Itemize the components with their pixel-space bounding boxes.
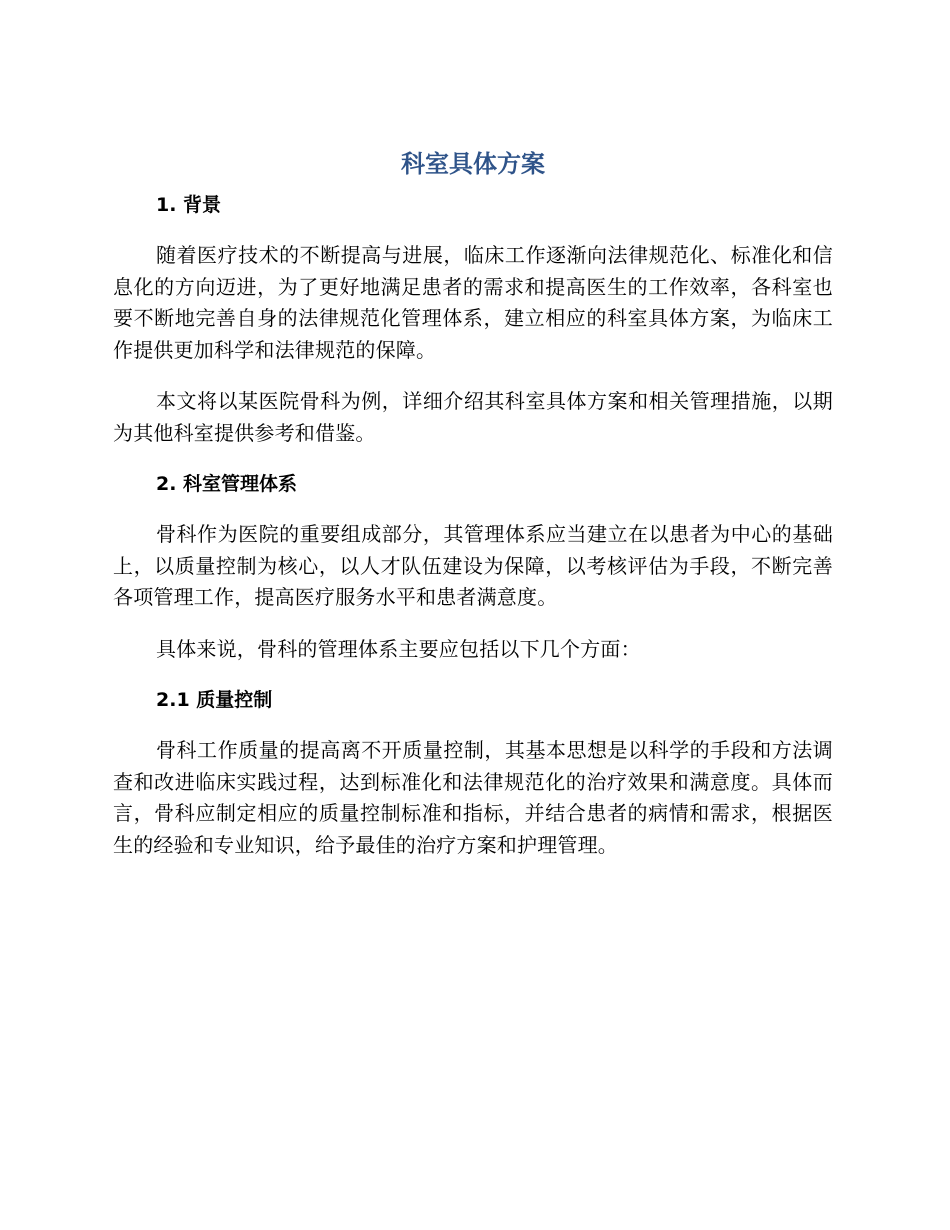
section-heading-management-system: 2. 科室管理体系 (156, 473, 298, 495)
paragraph: 骨科工作质量的提高离不开质量控制，其基本思想是以科学的手段和方法调查和改进临床实践过程，达到标准化和法律规范化的治疗效果和满意度。具体而言，骨科应制定相应的质量控制标准和指标，并结合患者的病情和需求，根据医生的经验和专业知识，给予最佳的治疗方案和护理管理。 (113, 738, 833, 857)
section-heading-background: 1. 背景 (156, 194, 222, 216)
subsection-heading-quality-control: 2.1 质量控制 (156, 689, 273, 711)
paragraph: 具体来说，骨科的管理体系主要应包括以下几个方面： (156, 636, 641, 661)
paragraph: 骨科作为医院的重要组成部分，其管理体系应当建立在以患者为中心的基础上，以质量控制为核心，以人才队伍建设为保障，以考核评估为手段，不断完善各项管理工作，提高医疗服务水平和患者满意度。 (113, 522, 833, 609)
document-title: 科室具体方案 (401, 150, 545, 178)
paragraph: 随着医疗技术的不断提高与进展，临床工作逐渐向法律规范化、标准化和信息化的方向迈进，为了更好地满足患者的需求和提高医生的工作效率，各科室也要不断地完善自身的法律规范化管理体系，建立相应的科室具体方案，为临床工作提供更加科学和法律规范的保障。 (113, 243, 833, 362)
document-page (113, 140, 833, 861)
paragraph: 本文将以某医院骨科为例，详细介绍其科室具体方案和相关管理措施，以期为其他科室提供参考和借鉴。 (113, 389, 833, 445)
